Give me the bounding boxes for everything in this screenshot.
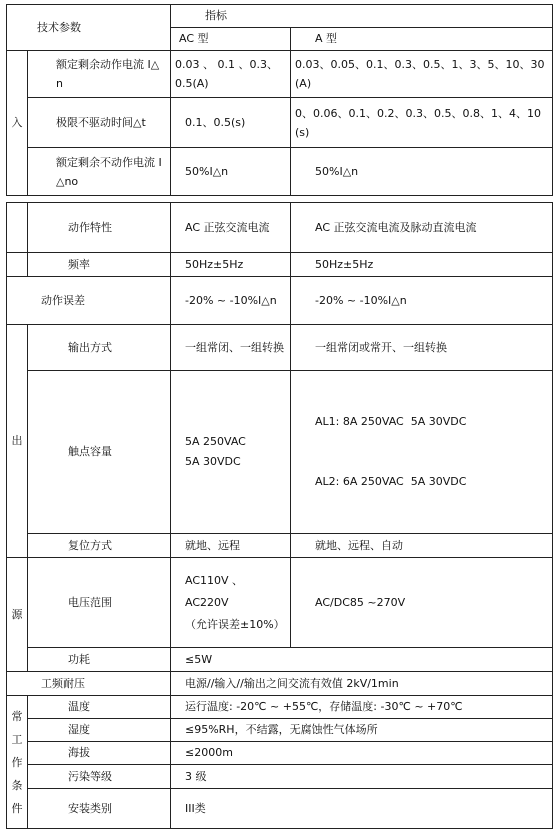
header-ac-type: AC 型 <box>171 28 291 51</box>
empty-group-cell <box>7 203 28 253</box>
env-char: 件 <box>11 801 23 815</box>
contact-a-line1: AL1: 8A 250VAC 5A 30VDC <box>315 415 467 428</box>
a-value <box>291 371 553 534</box>
group-input-label: 入 <box>7 51 28 196</box>
env-char: 条 <box>11 778 23 792</box>
value-cell: ≤2000m <box>171 742 553 765</box>
voltage-ac-line1: AC110V 、 <box>185 573 244 587</box>
contact-ac-line1: 5A 250VAC <box>185 435 246 448</box>
input-spec-table <box>6 4 553 196</box>
param-name: 湿度 <box>28 719 171 742</box>
param-name: 额定剩余不动作电流 I△no <box>28 148 171 196</box>
env-char: 工 <box>11 732 23 746</box>
ac-value: 50%I△n <box>171 148 291 196</box>
header-index: 指标 <box>171 5 553 28</box>
ac-value <box>171 371 291 534</box>
a-value: AC 正弦交流电流及脉动直流电流 <box>291 203 553 253</box>
voltage-ac-line3: （允许误差±10%） <box>185 617 285 631</box>
ac-value: AC 正弦交流电流 <box>171 203 291 253</box>
group-source-label: 源 <box>7 558 28 672</box>
group-env-label <box>7 696 28 829</box>
param-name: 触点容量 <box>28 371 171 534</box>
a-value: 0、0.06、0.1、0.2、0.3、0.5、0.8、1、4、10(s) <box>291 98 553 148</box>
value-cell: 运行温度: -20℃ ~ +55℃，存储温度: -30℃ ~ +70℃ <box>171 696 553 719</box>
group-output-label: 出 <box>7 325 28 558</box>
env-char: 常 <box>11 709 23 723</box>
value-cell: 电源//输入//输出之间交流有效值 2kV/1min <box>171 672 553 696</box>
a-value: 一组常闭或常开、一组转换 <box>291 325 553 371</box>
ac-value: 0.03 、 0.1 、0.3、0.5(A) <box>171 51 291 98</box>
param-name: 功耗 <box>28 648 171 672</box>
voltage-ac-line2: AC220V <box>185 595 229 609</box>
contact-a-line2: AL2: 6A 250VAC 5A 30VDC <box>315 475 467 488</box>
a-value: 50Hz±5Hz <box>291 253 553 277</box>
header-a-type: A 型 <box>291 28 553 51</box>
empty-group-cell <box>7 253 28 277</box>
header-param: 技术参数 <box>7 5 171 51</box>
a-value: 50%I△n <box>291 148 553 196</box>
value-cell: 3 级 <box>171 765 553 789</box>
param-name: 额定剩余动作电流 I△n <box>28 51 171 98</box>
param-name: 安装类别 <box>28 789 171 829</box>
param-name: 频率 <box>28 253 171 277</box>
value-cell: ≤95%RH，不结露，无腐蚀性气体场所 <box>171 719 553 742</box>
ac-value: 50Hz±5Hz <box>171 253 291 277</box>
ac-value: 一组常闭、一组转换 <box>171 325 291 371</box>
ac-value: -20% ~ -10%I△n <box>171 277 291 325</box>
param-name: 极限不驱动时间△t <box>28 98 171 148</box>
a-value: 0.03、0.05、0.1、0.3、0.5、1、3、5、10、30(A) <box>291 51 553 98</box>
param-name: 动作误差 <box>7 277 171 325</box>
param-name: 动作特性 <box>28 203 171 253</box>
param-name: 海拔 <box>28 742 171 765</box>
param-name: 工频耐压 <box>7 672 171 696</box>
ac-value <box>171 558 291 648</box>
param-name: 污染等级 <box>28 765 171 789</box>
contact-ac-line2: 5A 30VDC <box>185 455 241 468</box>
ac-value: 就地、远程 <box>171 534 291 558</box>
param-name: 输出方式 <box>28 325 171 371</box>
a-value: -20% ~ -10%I△n <box>291 277 553 325</box>
output-spec-table <box>6 202 553 829</box>
a-value: AC/DC85 ~270V <box>291 558 553 648</box>
param-name: 复位方式 <box>28 534 171 558</box>
ac-value: 0.1、0.5(s) <box>171 98 291 148</box>
param-name: 温度 <box>28 696 171 719</box>
value-cell: ≤5W <box>171 648 553 672</box>
value-cell: III类 <box>171 789 553 829</box>
param-name: 电压范围 <box>28 558 171 648</box>
a-value: 就地、远程、自动 <box>291 534 553 558</box>
env-char: 作 <box>11 755 23 769</box>
